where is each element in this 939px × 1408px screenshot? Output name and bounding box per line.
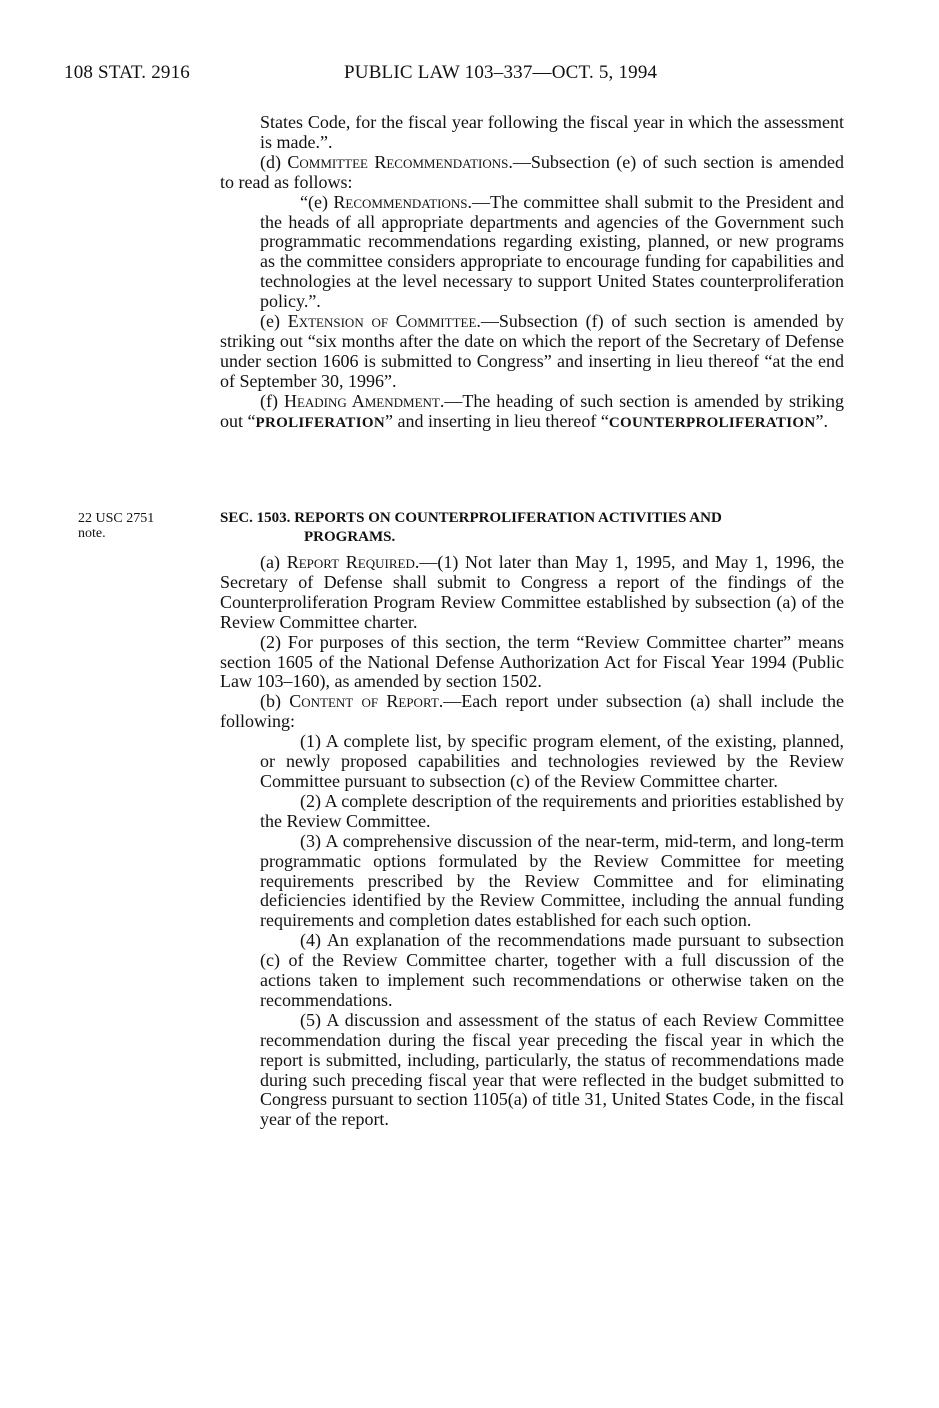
text-block-section-1503 (220, 553, 844, 1130)
margin-citation-note (78, 511, 198, 541)
subsection-e-extension (220, 312, 844, 392)
subsection-f-text-2: ” and inserting in lieu thereof “ (384, 410, 609, 431)
quoted-subsection-e (220, 193, 844, 312)
subsection-a (220, 553, 844, 633)
subsection-f-heading: Heading Amendment (283, 390, 440, 411)
statute-page-number: 108 STAT. 2916 (64, 62, 191, 83)
subsection-e-text: .—Subsection (f) of such section is amended by striking out “six months after the date on which the report of the Secretary of Defense under section 1606 is submitted to Congress” and inserting in lieu thereof “at the end of September 30, 1996”. (220, 311, 844, 391)
section-number: SEC. 1503. (220, 510, 295, 526)
subsection-b-item-5: (5) A discussion and assessment of the status of each Review Committee recommendation during the fiscal year preceding the fiscal year in which the report is submitted, including, particularly, the status of recommendations made during such preceding fiscal year that were reflected in the budget submitted to Congress pursuant to section 1105(a) of title 31, United States Code, in the fiscal year of the report. (260, 1009, 844, 1130)
subsection-d-heading: Committee Recommendations (287, 151, 509, 172)
subsection-e-heading: Extension of Committee (287, 311, 477, 332)
quoted-subsection-e-heading: Recommendations (333, 191, 468, 212)
public-law-citation: PUBLIC LAW 103–337—OCT. 5, 1994 (344, 62, 658, 83)
subsection-f (220, 392, 844, 434)
subsection-b-heading: Content of Report (289, 691, 439, 712)
subsection-d-text: .—Subsection (e) of such section is amended to read as follows: (220, 151, 845, 192)
subsection-d (220, 153, 844, 193)
subsection-b (220, 692, 844, 732)
page-header (64, 62, 844, 88)
subsection-b-number: (b) (260, 691, 290, 712)
subsection-f-old-heading: PROLIFERATION (255, 414, 385, 431)
paragraph-continuation: States Code, for the fiscal year following the fiscal year in which the assessment is made.”. (260, 112, 844, 152)
subsection-f-text-3: ”. (815, 410, 828, 431)
quoted-subsection-e-text: .—The committee shall submit to the President and the heads of all appropriate departments and agencies of the Government such programmatic recommendations regarding existing, planned, or new programs as the committee considers appropriate to encourage funding for capabilities and technologies at the level necessary to support United States counterproliferation policy.”. (260, 191, 844, 312)
subsection-b-item-2: (2) A complete description of the requirements and priorities established by the Review Committee. (260, 790, 844, 831)
subsection-a-number: (a) (260, 552, 287, 572)
margin-note-line-2: note. (78, 526, 106, 541)
subsection-b-item-4: (4) An explanation of the recommendations made pursuant to subsection (c) of the Review Committee charter, together with a full discussion of the actions taken to implement such recommendations or otherwise taken on the recommendations. (260, 930, 844, 1010)
section-heading (220, 509, 844, 547)
subsection-a-paragraph-2: (2) For purposes of this section, the term “Review Committee charter” means section 1605 of the National Defense Authorization Act for Fiscal Year 1994 (Public Law 103–160), as amended by section 1502. (220, 631, 844, 692)
section-title-line-2: PROGRAMS. (304, 529, 396, 545)
subsection-b-item-1: (1) A complete list, by specific program element, of the existing, planned, or newly proposed capabilities and technologies reviewed by the Review Committee pursuant to subsection (c) of the Review Committee charter. (260, 731, 844, 791)
subsection-a-heading: Report Required (286, 552, 415, 572)
quoted-subsection-e-number: “(e) (300, 191, 334, 212)
margin-note-line-1: 22 USC 2751 (78, 511, 155, 526)
subsection-b-text: .—Each report under subsection (a) shall include the following: (220, 691, 844, 732)
section-title-line-1: REPORTS ON COUNTERPROLIFERATION ACTIVITIES AND (294, 510, 722, 526)
subsection-b-item-3: (3) A comprehensive discussion of the near-term, mid-term, and long-term programmatic options formulated by the Review Committee for meeting requirements prescribed by the Review Committee and for eliminating deficiencies identified by the Review Committee, including the annual funding requirements and completion dates established for each such option. (260, 830, 844, 931)
text-block-amendments (220, 113, 844, 434)
subsection-f-number: (f) (260, 390, 284, 411)
subsection-f-text-1: .—The heading of such section is amended by striking out “ (220, 390, 844, 431)
subsection-e-number: (e) (260, 311, 288, 332)
subsection-f-new-heading: COUNTERPROLIFERATION (608, 414, 816, 431)
subsection-d-number: (d) (260, 151, 288, 172)
subsection-a-text: .—(1) Not later than May 1, 1995, and May 1, 1996, the Secretary of Defense shall submit to Congress a report of the findings of the Counterproliferation Program Review Committee established by subsection (a) of the Review Committee charter. (220, 552, 844, 632)
